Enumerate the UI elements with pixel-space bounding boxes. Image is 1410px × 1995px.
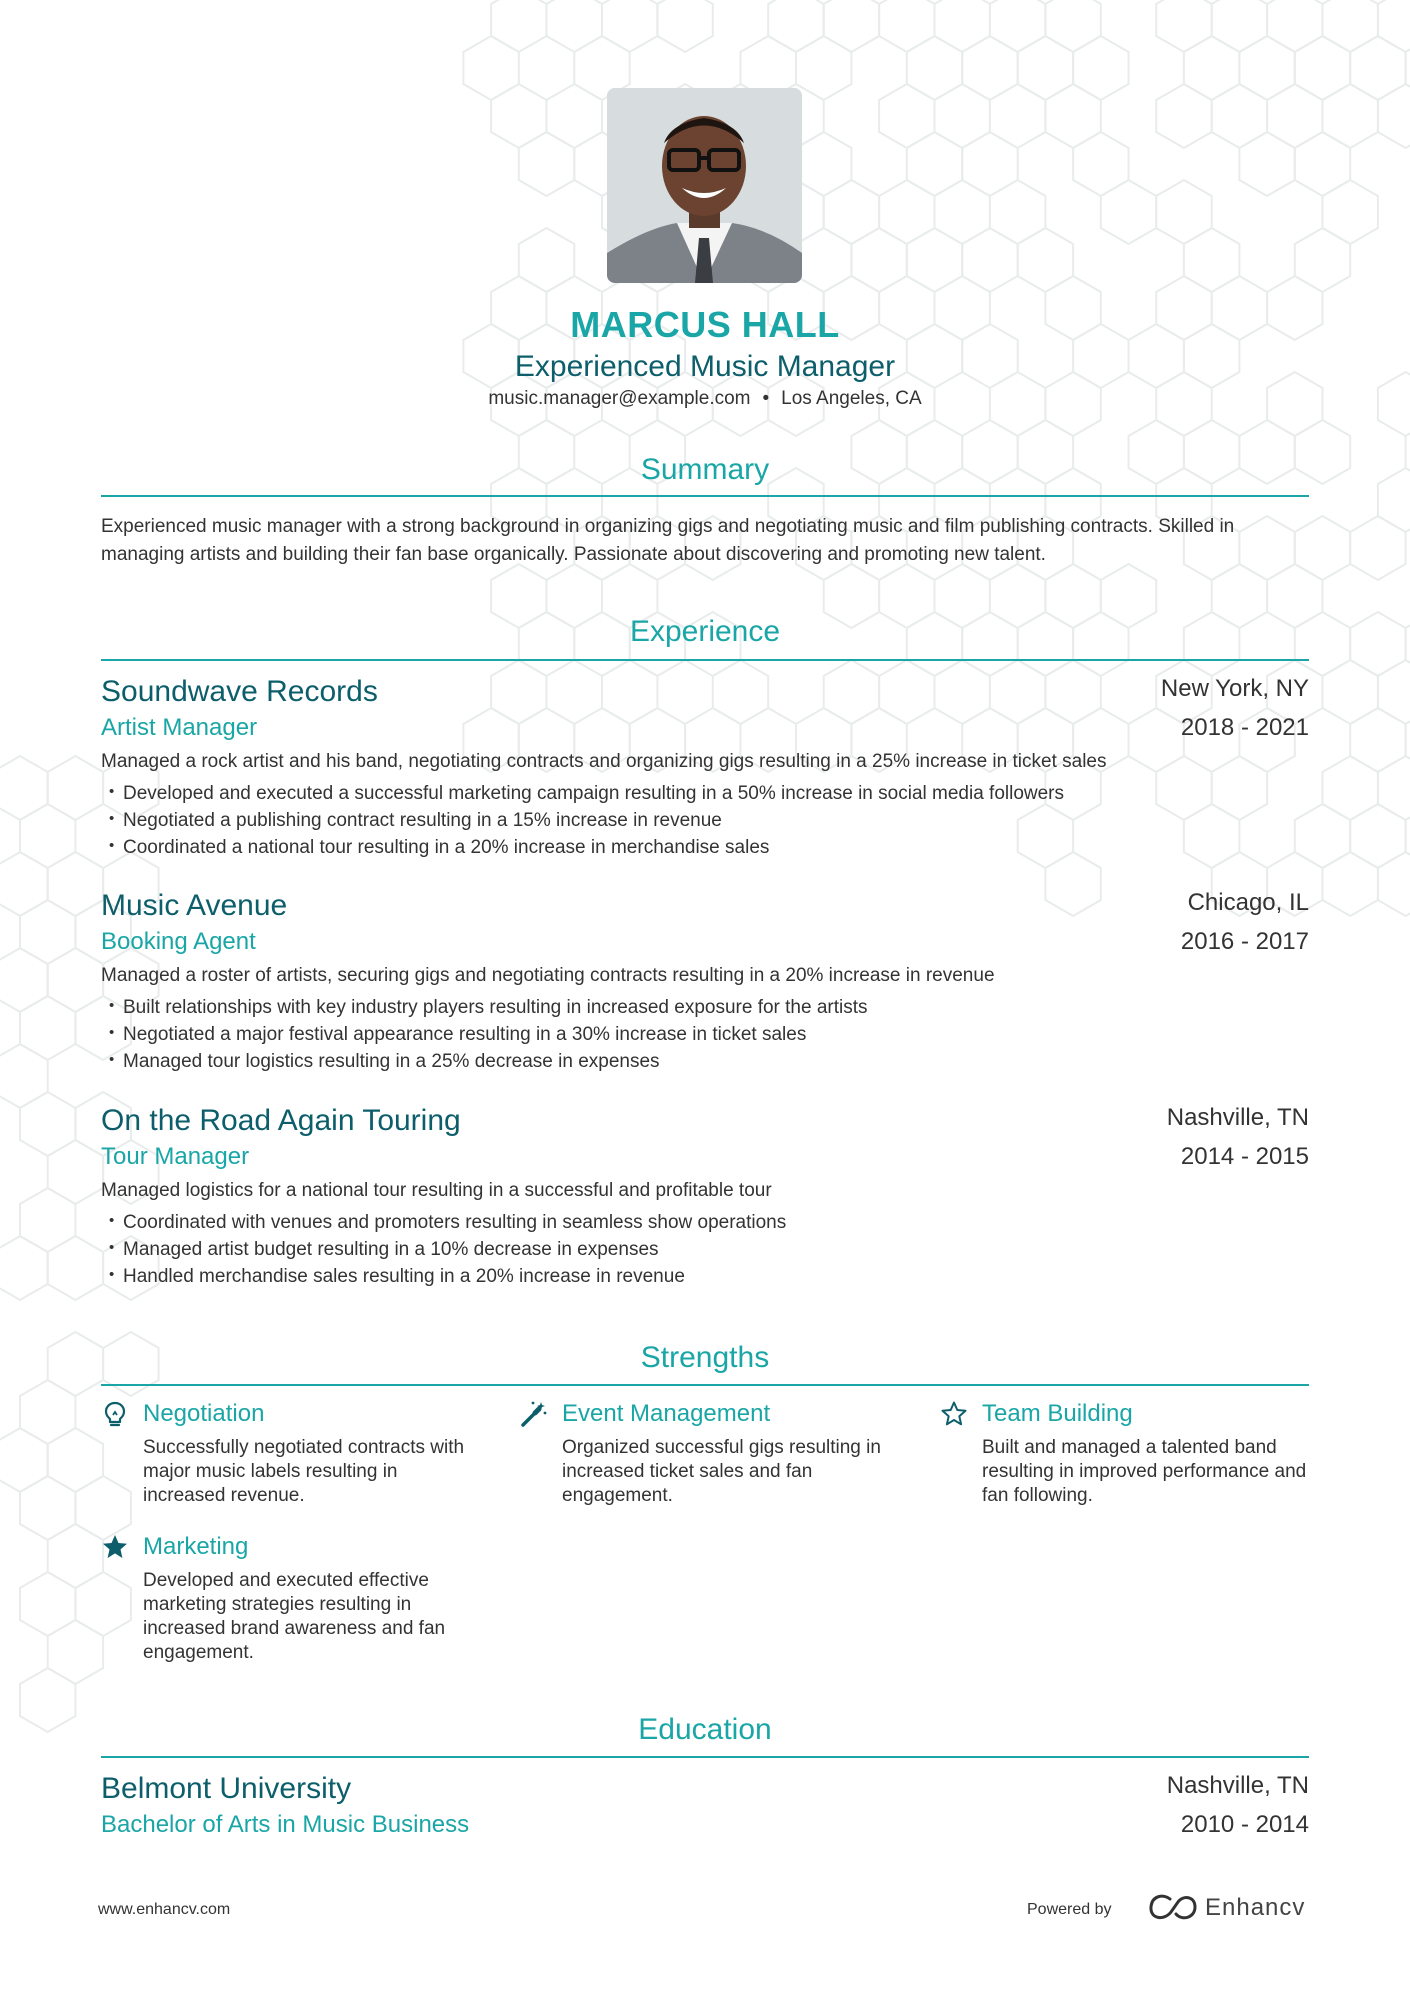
section-title-education: Education xyxy=(638,1713,772,1746)
education-dates: 2010 - 2014 xyxy=(1180,1811,1309,1838)
section-title-experience: Experience xyxy=(629,615,781,648)
job-description: Managed logistics for a national tour resulting in a successful and profitable tour xyxy=(101,1180,772,1201)
strength-title: Marketing xyxy=(143,1533,249,1560)
job-bullet: • Negotiated a publishing contract resulting in a 15% increase in revenue xyxy=(101,807,1064,834)
job-bullet: • Handled merchandise sales resulting in a 20% increase in revenue xyxy=(101,1263,786,1290)
strength-description: Successfully negotiated contracts with major music labels resulting in increased revenue. xyxy=(143,1437,465,1506)
job-bullet: • Negotiated a major festival appearance resulting in a 30% increase in ticket sales xyxy=(101,1021,868,1048)
email-link[interactable]: music.manager@example.com xyxy=(488,388,751,409)
job-bullet: • Coordinated a national tour resulting in a 20% increase in merchandise sales xyxy=(101,834,1064,861)
job-bullet: • Coordinated with venues and promoters resulting in seamless show operations xyxy=(101,1209,786,1236)
star-filled-icon xyxy=(101,1533,129,1561)
job-bullet: • Developed and executed a successful marketing campaign resulting in a 50% increase in social media followers xyxy=(101,780,1064,807)
job-dates: 2018 - 2021 xyxy=(1180,714,1309,741)
job-location: New York, NY xyxy=(1160,675,1309,702)
enhancv-logo-icon[interactable] xyxy=(1146,1890,1200,1926)
strength-title: Event Management xyxy=(562,1400,771,1427)
job-description: Managed a roster of artists, securing gigs and negotiating contracts resulting in a 20% increase in revenue xyxy=(101,965,995,986)
strength-title: Team Building xyxy=(982,1400,1133,1427)
company-name: Music Avenue xyxy=(101,889,288,922)
job-bullet: • Built relationships with key industry players resulting in increased exposure for the artists xyxy=(101,994,868,1021)
magic-wand-icon xyxy=(520,1400,548,1428)
strength-description: Built and managed a talented band resulting in improved performance and fan following. xyxy=(982,1437,1307,1506)
location-text: Los Angeles, CA xyxy=(781,388,922,409)
contact-line xyxy=(0,388,1410,410)
contact-separator: • xyxy=(762,388,770,409)
job-bullets xyxy=(101,780,1064,861)
degree-name: Bachelor of Arts in Music Business xyxy=(101,1811,470,1838)
job-dates: 2014 - 2015 xyxy=(1180,1143,1309,1170)
strength-description: Developed and executed effective marketing strategies resulting in increased brand awareness and fan engagement. xyxy=(143,1570,446,1663)
candidate-headline: Experienced Music Manager xyxy=(514,350,896,383)
job-role: Booking Agent xyxy=(101,928,256,955)
candidate-name: MARCUS HALL xyxy=(570,304,840,345)
job-location: Nashville, TN xyxy=(1166,1104,1309,1131)
section-divider xyxy=(101,1384,1309,1386)
section-title-strengths: Strengths xyxy=(640,1341,770,1374)
powered-by-label: Powered by xyxy=(1027,1901,1112,1918)
footer-website-link[interactable]: www.enhancv.com xyxy=(98,1901,231,1918)
job-role: Artist Manager xyxy=(101,714,258,741)
job-bullet: • Managed artist budget resulting in a 10% decrease in expenses xyxy=(101,1236,786,1263)
star-outline-icon xyxy=(940,1400,968,1428)
job-description: Managed a rock artist and his band, negotiating contracts and organizing gigs resulting in a 25% increase in ticket sales xyxy=(101,751,1107,772)
job-role: Tour Manager xyxy=(101,1143,250,1170)
enhancv-brand-name[interactable]: Enhancv xyxy=(1205,1894,1306,1921)
school-name: Belmont University xyxy=(101,1772,352,1805)
profile-photo xyxy=(607,88,802,283)
school-location: Nashville, TN xyxy=(1166,1772,1309,1799)
strength-title: Negotiation xyxy=(143,1400,265,1427)
job-location: Chicago, IL xyxy=(1187,889,1309,916)
job-dates: 2016 - 2017 xyxy=(1180,928,1309,955)
job-bullets xyxy=(101,1209,786,1290)
lightbulb-icon xyxy=(101,1400,129,1428)
job-bullets xyxy=(101,994,868,1075)
summary-text: Experienced music manager with a strong background in organizing gigs and negotiating music and film publishing contracts. Skilled in managing artists and building their fan base organically. Passionate about discovering and promoting new talent. xyxy=(101,516,1235,565)
section-divider xyxy=(101,1756,1309,1758)
strength-description: Organized successful gigs resulting in increased ticket sales and fan engagement. xyxy=(562,1437,881,1506)
company-name: On the Road Again Touring xyxy=(101,1104,461,1137)
job-bullet: • Managed tour logistics resulting in a 25% decrease in expenses xyxy=(101,1048,868,1075)
section-divider xyxy=(101,659,1309,661)
section-title-summary: Summary xyxy=(640,453,770,486)
section-divider xyxy=(101,495,1309,497)
company-name: Soundwave Records xyxy=(101,675,378,708)
avatar xyxy=(607,88,802,283)
